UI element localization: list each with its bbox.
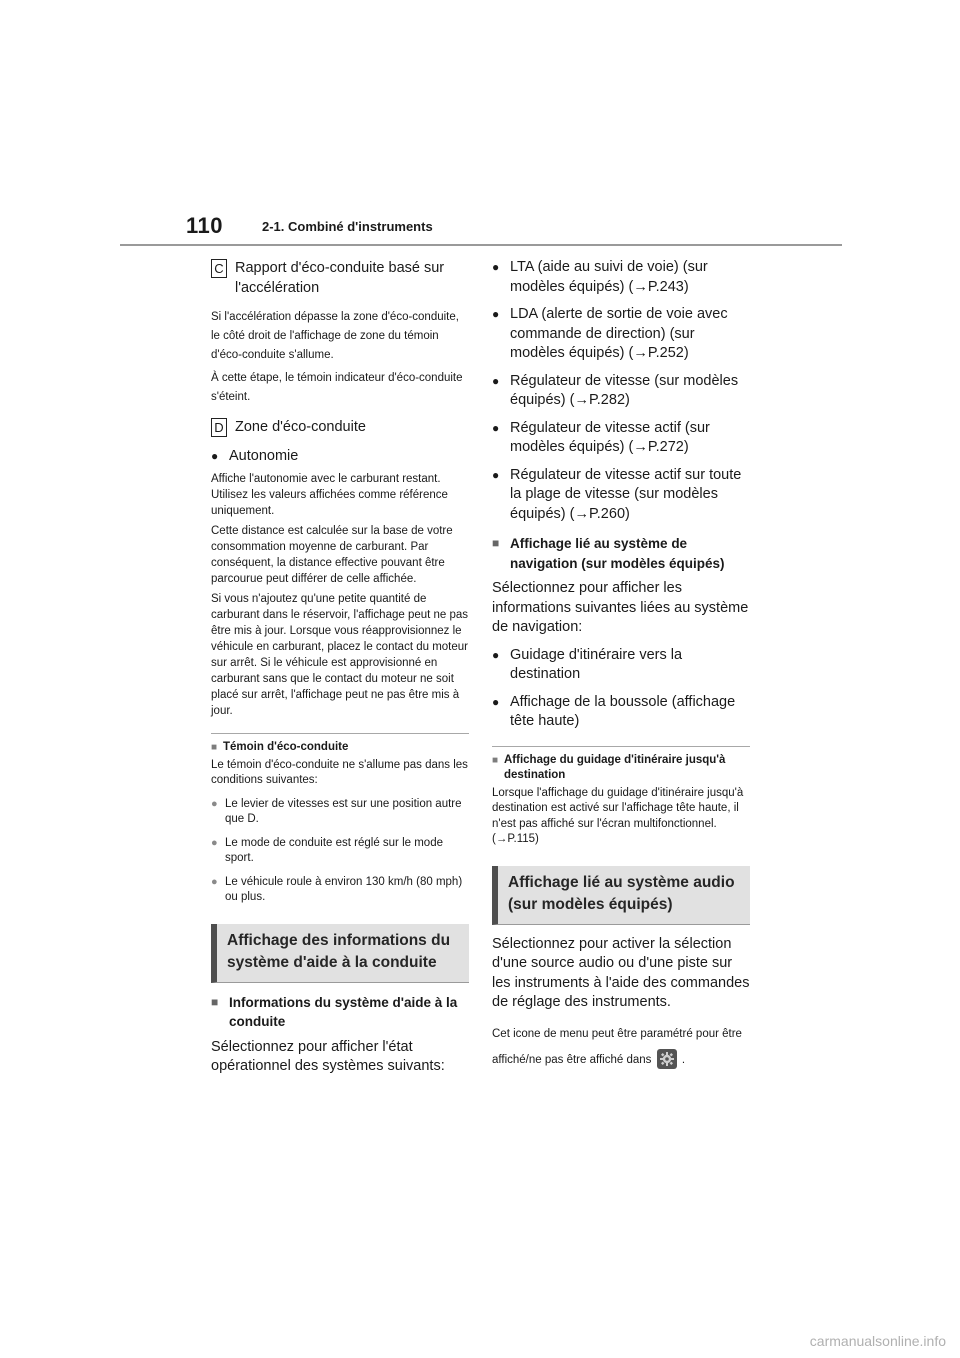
temoin-item-text: Le levier de vitesses est sur une position autre que D. [225, 797, 462, 825]
item-d [211, 417, 469, 437]
watermark-logo: carmanualsonline.info [809, 1333, 946, 1349]
nav-item [492, 646, 750, 685]
autonomie-paragraph-1: Affiche l'autonomie avec le carburant restant. Utilisez les valeurs affichées comme référence uniquement. [211, 472, 448, 517]
gray-dot-icon: ● [211, 797, 218, 810]
info-paragraph: Sélectionnez pour afficher l'état opérationnel des systèmes suivants: [211, 1038, 445, 1074]
gear-icon [657, 1049, 677, 1069]
system-item-text: LTA (aide au suivi de voie) (sur modèles équipés) (→P.243) [510, 259, 708, 295]
right-column [492, 258, 750, 1077]
autonomie-paragraph-2: Cette distance est calculée sur la base de votre consommation moyenne de carburant. Par conséquent, la distance effective pouvant être parcourue peut différer de celle affichée. [211, 524, 453, 585]
autonomie-paragraph-3: Si vous n'ajoutez qu'une petite quantité de carburant dans le réservoir, l'affichage peut ne pas être mis à jour. Lorsque vous réapprovisionnez le véhicule en carburant, placez le contact du moteur sur arrêt. Si le véhicule est approvisionné en carburant sans que le contact du moteur ne soit placé sur arrêt, l'affichage peut ne pas être mis à jour. [211, 592, 469, 717]
bullet-dot-icon: ● [492, 420, 500, 435]
bullet-dot-icon: ● [492, 373, 500, 388]
bullet-dot-icon: ● [211, 449, 219, 463]
temoin-item [211, 875, 469, 906]
autonomie-title: Autonomie [229, 448, 299, 464]
driving-assist-section-box: Affichage des informations du système d'aide à la conduite [211, 924, 469, 983]
header-divider [120, 244, 842, 246]
system-item-text: LDA (alerte de sortie de voie avec commande de direction) (sur modèles équipés) (→P.252) [510, 306, 728, 361]
letter-c-label: C [211, 259, 227, 278]
section-title: 2-1. Combiné d'instruments [262, 219, 433, 234]
system-item-text: Régulateur de vitesse actif (sur modèles équipés) (→P.272) [510, 419, 710, 455]
temoin-title: Témoin d'éco-conduite [223, 740, 349, 753]
icon-note [492, 1021, 750, 1073]
system-item [492, 466, 750, 525]
route-guidance-title: Affichage du guidage d'itinéraire jusqu'à destination [504, 753, 726, 781]
system-item-text: Régulateur de vitesse (sur modèles équipés) (→P.282) [510, 372, 739, 408]
gray-dot-icon: ● [211, 836, 218, 849]
system-item [492, 305, 750, 364]
bullet-dot-icon: ● [492, 467, 500, 482]
audio-section-box: Affichage lié au système audio (sur modèles équipés) [492, 866, 750, 925]
square-bullet-icon: ■ [211, 994, 219, 1009]
left-column [211, 258, 469, 1085]
note-divider [211, 733, 469, 734]
system-item [492, 419, 750, 458]
note-divider [492, 746, 750, 747]
route-guidance-body: Lorsque l'affichage du guidage d'itinéraire jusqu'à destination est activé sur l'affichage tête haute, il n'est pas affiché sur l'écran multifonctionnel. (→P.115) [492, 786, 744, 845]
nav-item [492, 693, 750, 732]
bullet-dot-icon: ● [492, 260, 500, 274]
item-c-paragraph-1: Si l'accélération dépasse la zone d'éco-conduite, le côté droit de l'affichage de zone du témoin d'éco-conduite s'allume. [211, 311, 459, 361]
temoin-item [211, 836, 469, 867]
nav-item-text: Affichage de la boussole (affichage tête haute) [510, 693, 736, 729]
system-item [492, 258, 750, 297]
audio-paragraph: Sélectionnez pour activer la sélection d'une source audio ou d'une piste sur les instruments à l'aide des commandes de réglage des instruments. [492, 935, 750, 1010]
item-c [211, 258, 469, 298]
icon-note-end: . [681, 1053, 686, 1066]
temoin-item-text: Le mode de conduite est réglé sur le mode sport. [225, 836, 443, 864]
temoin-heading [211, 740, 469, 755]
item-c-title: Rapport d'éco-conduite basé sur l'accélération [235, 260, 445, 296]
letter-d-label: D [211, 418, 227, 437]
icon-note-text: Cet icone de menu peut être paramétré pour être affiché/ne pas être affiché dans [492, 1027, 742, 1066]
page-number: 110 [186, 213, 223, 238]
nav-item-text: Guidage d'itinéraire vers la destination [510, 646, 683, 682]
bullet-dot-icon: ● [492, 694, 500, 709]
temoin-item [211, 797, 469, 828]
info-heading [211, 993, 469, 1032]
route-guidance-heading [492, 753, 750, 783]
nav-heading [492, 534, 750, 573]
autonomie-bullet [211, 447, 469, 467]
square-bullet-icon: ■ [211, 741, 218, 753]
temoin-intro: Le témoin d'éco-conduite ne s'allume pas dans les conditions suivantes: [211, 758, 468, 786]
square-bullet-icon: ■ [492, 536, 500, 550]
bullet-dot-icon: ● [492, 307, 500, 321]
nav-heading-text: Affichage lié au système de navigation (sur modèles équipés) [510, 536, 725, 571]
item-c-paragraph-2: À cette étape, le témoin indicateur d'éco-conduite s'éteint. [211, 372, 463, 403]
nav-paragraph: Sélectionnez pour afficher les informations suivantes liées au système de navigation: [492, 580, 749, 635]
system-item [492, 372, 750, 411]
temoin-item-text: Le véhicule roule à environ 130 km/h (80 mph) ou plus. [225, 875, 463, 903]
info-heading-text: Informations du système d'aide à la conduite [229, 994, 458, 1029]
page-header [0, 0, 960, 250]
bullet-dot-icon: ● [492, 647, 500, 662]
system-item-text: Régulateur de vitesse actif sur toute la plage de vitesse (sur modèles équipés) (→P.260) [510, 466, 742, 522]
gray-dot-icon: ● [211, 875, 218, 888]
item-d-title: Zone d'éco-conduite [235, 419, 366, 435]
square-bullet-icon: ■ [492, 754, 499, 766]
